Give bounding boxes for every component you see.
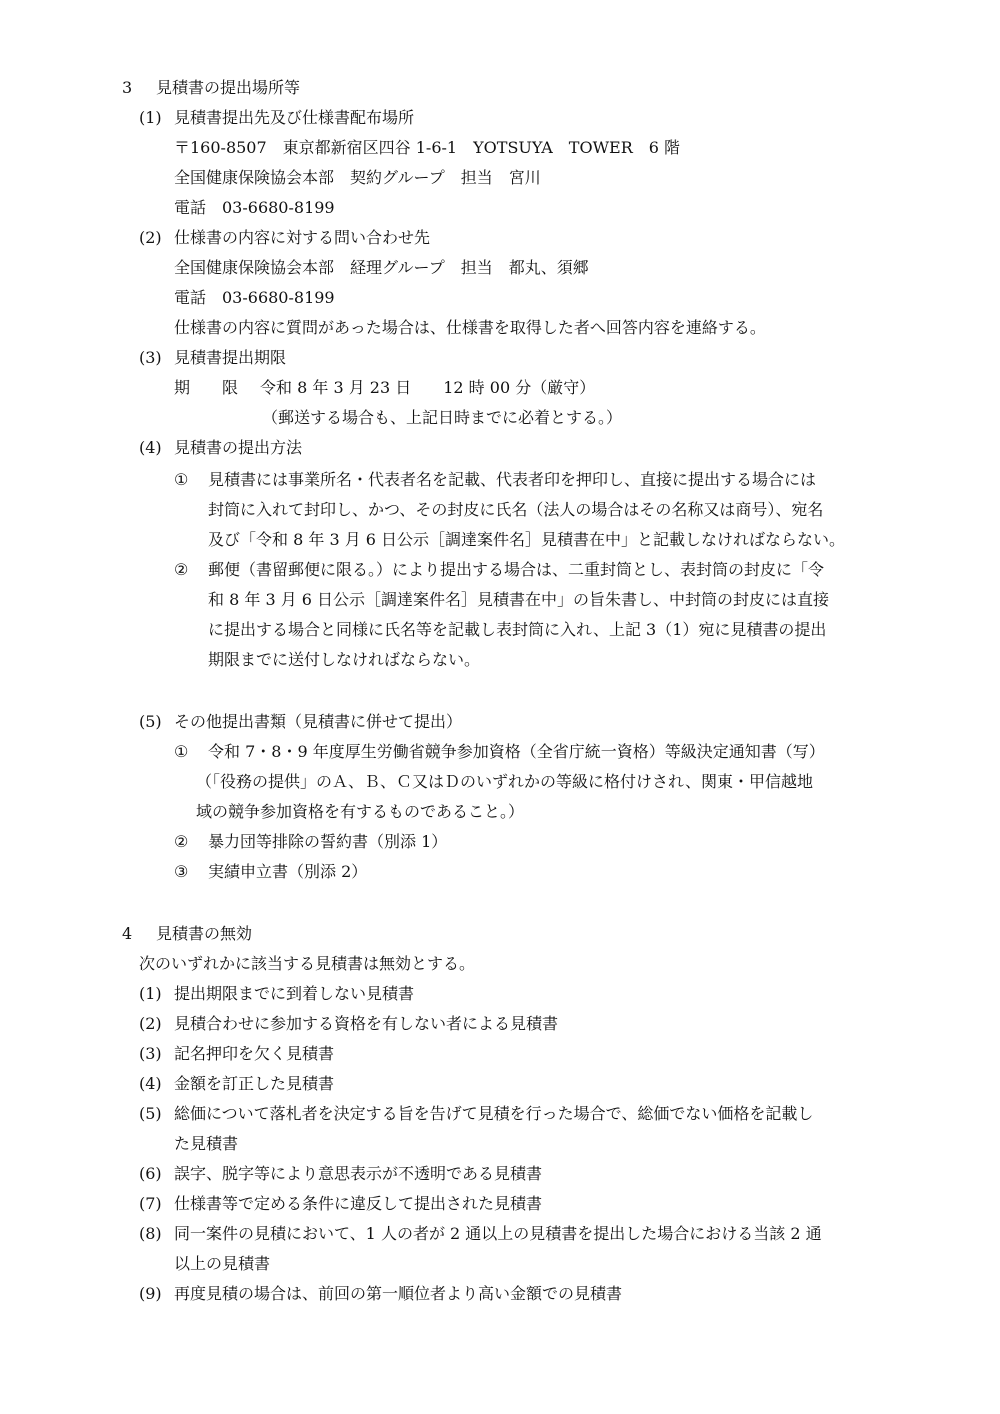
method-item-1-mark: ① bbox=[174, 470, 189, 489]
method-item-2-line-3: に提出する場合と同様に氏名等を記載し表封筒に入れ、上記 3（1）宛に見積書の提出 bbox=[208, 620, 827, 639]
section-4-intro: 次のいずれかに該当する見積書は無効とする。 bbox=[139, 954, 476, 973]
invalid-item-8-line-1: 同一案件の見積において、1 人の者が 2 通以上の見積書を提出した場合における当該 2 通 bbox=[174, 1224, 822, 1243]
invalid-item-6-mark: (6) bbox=[139, 1164, 162, 1183]
other-doc-item-2-mark: ② bbox=[174, 832, 189, 851]
method-item-1-line-3: 及び「令和 8 年 3 月 6 日公示［調達案件名］見積書在中」と記載しなければならない。 bbox=[208, 530, 846, 549]
deadline-label: 期 限 bbox=[174, 378, 239, 397]
invalid-item-6-text: 誤字、脱字等により意思表示が不透明である見積書 bbox=[174, 1164, 543, 1183]
method-item-2-line-2: 和 8 年 3 月 6 日公示［調達案件名］見積書在中」の旨朱書し、中封筒の封皮には直接 bbox=[208, 590, 830, 609]
invalid-item-5-line-1: 総価について落札者を決定する旨を告げて見積を行った場合で、総価でない価格を記載し bbox=[174, 1104, 814, 1123]
invalid-item-3-text: 記名押印を欠く見積書 bbox=[174, 1044, 335, 1063]
other-doc-item-2-text: 暴力団等排除の誓約書（別添 1） bbox=[208, 832, 448, 851]
submission-address: 〒160-8507 東京都新宿区四谷 1-6-1 YOTSUYA TOWER 6 階 bbox=[174, 138, 681, 157]
method-item-1-line-1: 見積書には事業所名・代表者名を記載、代表者印を押印し、直接に提出する場合には bbox=[208, 470, 817, 489]
invalid-item-7-mark: (7) bbox=[139, 1194, 162, 1213]
deadline-note: （郵送する場合も、上記日時までに必着とする。） bbox=[262, 408, 623, 427]
method-item-2-line-4: 期限までに送付しなければならない。 bbox=[208, 650, 481, 669]
invalid-item-9-text: 再度見積の場合は、前回の第一順位者より高い金額での見積書 bbox=[174, 1284, 623, 1303]
invalid-item-8-line-2: 以上の見積書 bbox=[174, 1254, 271, 1273]
invalid-item-5-line-2: た見積書 bbox=[174, 1134, 239, 1153]
section-4-number: 4 bbox=[122, 924, 133, 943]
section-4-title: 見積書の無効 bbox=[156, 924, 253, 943]
invalid-item-1-text: 提出期限までに到着しない見積書 bbox=[174, 984, 415, 1003]
section-3-number: 3 bbox=[122, 78, 133, 97]
invalid-item-2-text: 見積合わせに参加する資格を有しない者による見積書 bbox=[174, 1014, 559, 1033]
other-doc-item-1-line-2: （「役務の提供」のＡ、Ｂ、Ｃ又はＤのいずれかの等級に格付けされ、関東・甲信越地 bbox=[196, 772, 813, 791]
subsection-3-4-mark: (4) bbox=[139, 438, 162, 457]
other-doc-item-1-line-3: 域の競争参加資格を有するものであること。） bbox=[196, 802, 525, 821]
invalid-item-5-mark: (5) bbox=[139, 1104, 162, 1123]
method-item-2-line-1: 郵便（書留郵便に限る。）により提出する場合は、二重封筒とし、表封筒の封皮に「令 bbox=[208, 560, 825, 579]
invalid-item-1-mark: (1) bbox=[139, 984, 162, 1003]
subsection-3-5-title: その他提出書類（見積書に併せて提出） bbox=[174, 712, 463, 731]
invalid-item-4-mark: (4) bbox=[139, 1074, 162, 1093]
subsection-3-3-mark: (3) bbox=[139, 348, 162, 367]
inquiry-note: 仕様書の内容に質問があった場合は、仕様書を取得した者へ回答内容を連絡する。 bbox=[174, 318, 766, 337]
invalid-item-8-mark: (8) bbox=[139, 1224, 162, 1243]
subsection-3-2-mark: (2) bbox=[139, 228, 162, 247]
subsection-3-5-mark: (5) bbox=[139, 712, 162, 731]
method-item-1-line-2: 封筒に入れて封印し、かつ、その封皮に氏名（法人の場合はその名称又は商号）、宛名 bbox=[208, 500, 824, 519]
invalid-item-2-mark: (2) bbox=[139, 1014, 162, 1033]
invalid-item-4-text: 金額を訂正した見積書 bbox=[174, 1074, 335, 1093]
submission-phone: 電話 03-6680-8199 bbox=[174, 198, 335, 217]
method-item-2-mark: ② bbox=[174, 560, 189, 579]
subsection-3-4-title: 見積書の提出方法 bbox=[174, 438, 303, 457]
inquiry-phone: 電話 03-6680-8199 bbox=[174, 288, 335, 307]
invalid-item-3-mark: (3) bbox=[139, 1044, 162, 1063]
section-3-title: 見積書の提出場所等 bbox=[156, 78, 301, 97]
inquiry-contact: 全国健康保険協会本部 経理グループ 担当 都丸、須郷 bbox=[174, 258, 589, 277]
submission-contact: 全国健康保険協会本部 契約グループ 担当 宮川 bbox=[174, 168, 541, 187]
other-doc-item-1-line-1: 令和 7・8・9 年度厚生労働省競争参加資格（全省庁統一資格）等級決定通知書（写） bbox=[208, 742, 825, 761]
subsection-3-2-title: 仕様書の内容に対する問い合わせ先 bbox=[174, 228, 431, 247]
other-doc-item-1-mark: ① bbox=[174, 742, 189, 761]
subsection-3-1-title: 見積書提出先及び仕様書配布場所 bbox=[174, 108, 415, 127]
invalid-item-7-text: 仕様書等で定める条件に違反して提出された見積書 bbox=[174, 1194, 543, 1213]
other-doc-item-3-text: 実績申立書（別添 2） bbox=[208, 862, 368, 881]
subsection-3-3-title: 見積書提出期限 bbox=[174, 348, 287, 367]
invalid-item-9-mark: (9) bbox=[139, 1284, 162, 1303]
other-doc-item-3-mark: ③ bbox=[174, 862, 189, 881]
deadline-value: 令和 8 年 3 月 23 日 12 時 00 分（厳守） bbox=[260, 378, 596, 397]
subsection-3-1-mark: (1) bbox=[139, 108, 162, 127]
